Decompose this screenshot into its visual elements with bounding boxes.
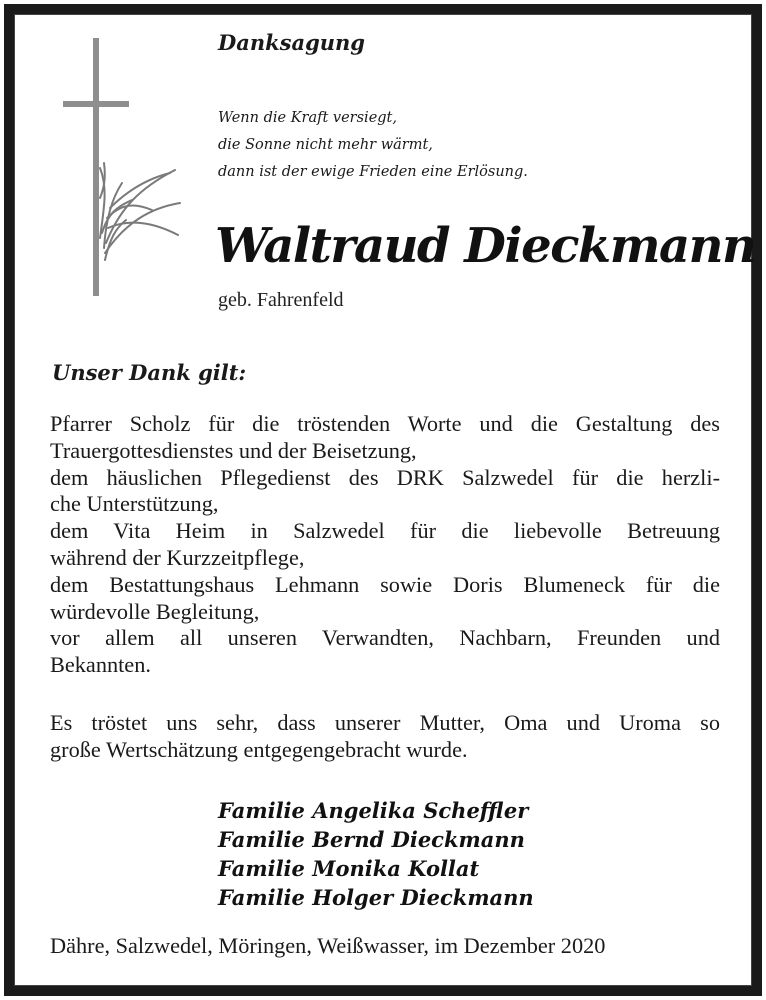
family-name: Familie Monika Kollat (218, 856, 480, 881)
body-line: Bekannten. (50, 652, 151, 678)
notice-heading: Danksagung (218, 30, 365, 55)
body-line: Pfarrer Scholz für die tröstenden Worte und die Gestaltung des (50, 411, 720, 436)
thanks-body (50, 411, 720, 679)
body-line: che Unterstützung, (50, 491, 219, 517)
body-line: Es tröstet uns sehr, dass unserer Mutter, Oma und Uroma so (50, 710, 720, 735)
family-signatures (218, 796, 534, 912)
body-line: würdevolle Begleitung, (50, 598, 260, 624)
body-line: Trauergottesdienstes und der Beisetzung, (50, 437, 417, 463)
body-line: vor allem all unseren Verwandten, Nachbarn, Freunden und (50, 625, 720, 651)
family-name: Familie Holger Dieckmann (218, 885, 534, 910)
body-line: große Wertschätzung entgegengebracht wurde. (50, 736, 468, 762)
family-name: Familie Angelika Scheffler (218, 798, 529, 823)
closing-paragraph (50, 710, 720, 764)
body-line: während der Kurzzeitpflege, (50, 544, 305, 570)
body-line: dem Vita Heim in Salzwedel für die liebevolle Betreuung (50, 518, 720, 544)
maiden-name: geb. Fahrenfeld (218, 289, 344, 311)
body-line: dem Bestattungshaus Lehmann sowie Doris Blumeneck für die (50, 571, 720, 597)
verse-line: dann ist der ewige Frieden eine Erlösung. (218, 164, 528, 180)
verse-line: Wenn die Kraft versiegt, (218, 110, 397, 126)
verse (218, 105, 528, 186)
verse-line: die Sonne nicht mehr wärmt, (218, 137, 433, 153)
deceased-name: Waltraud Dieckmann (215, 218, 756, 274)
thanks-heading: Unser Dank gilt: (52, 360, 247, 385)
place-date: Dähre, Salzwedel, Möringen, Weißwasser, im Dezember 2020 (50, 933, 606, 958)
family-name: Familie Bernd Dieckmann (218, 827, 525, 852)
cross-with-grass-icon (60, 38, 190, 300)
body-line: dem häuslichen Pflegedienst des DRK Salzwedel für die herzli- (50, 464, 720, 490)
